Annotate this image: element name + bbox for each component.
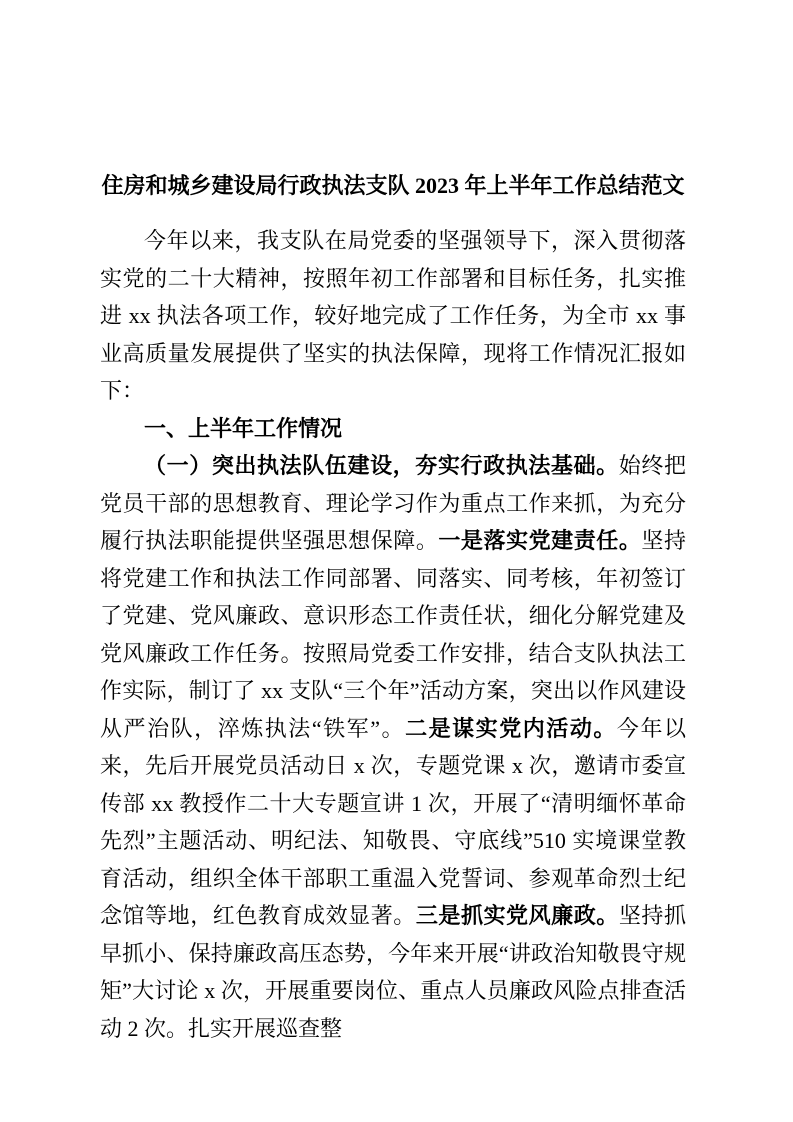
section-heading: [100, 410, 686, 448]
bold-text-run: 一、上半年工作情况: [144, 415, 343, 441]
document-paragraphs: [100, 222, 686, 1047]
body-paragraph: [100, 447, 686, 1047]
document-content: [100, 167, 686, 1047]
bold-text-run: 二是谋实党内活动。: [405, 715, 617, 741]
text-run: 始终把党员干部的思想教育、理论学习作为重点工作来抓，为充分履行执法职能提供坚强思想保障。: [100, 453, 686, 553]
text-run: 今年以来，先后开展党员活动日 x 次，专题党课 x 次，邀请市委宣传部 xx 教授作二十大专题宣讲 1 次，开展了“清明缅怀革命先烈”主题活动、明纪法、知敬畏、守底线”510 实境课堂教育活动，组织全体干部职工重温入党誓词、参观革命烈士纪念馆等地，红色教育成效显著。: [100, 715, 686, 928]
bold-text-run: （一）突出执法队伍建设，夯实行政执法基础。: [144, 453, 619, 478]
text-run: 坚持抓早抓小、保持廉政高压态势，今年来开展“讲政治知敬畏守规矩”大讨论 x 次，开展重要岗位、重点人员廉政风险点排查活动 2 次。扎实开展巡查整: [100, 903, 686, 1041]
text-run: 今年以来，我支队在局党委的坚强领导下，深入贯彻落实党的二十大精神，按照年初工作部署和目标任务，扎实推进 xx 执法各项工作，较好地完成了工作任务，为全市 xx 事业高质量发展提供了坚实的执法保障，现将工作情况汇报如下：: [100, 228, 686, 403]
body-paragraph: [100, 222, 686, 410]
document-title: 住房和城乡建设局行政执法支队 2023 年上半年工作总结范文: [101, 173, 685, 198]
text-run: 坚持将党建工作和执法工作同部署、同落实、同考核，年初签订了党建、党风廉政、意识形态工作责任状，细化分解党建及党风廉政工作任务。按照局党委工作安排，结合支队执法工作实际，制订了 xx 支队“三个年”活动方案，突出以作风建设从严治队，淬炼执法“铁军”。: [100, 528, 686, 741]
bold-text-run: 一是落实党建责任。: [438, 528, 642, 553]
bold-text-run: 三是抓实党风廉政。: [415, 903, 619, 928]
